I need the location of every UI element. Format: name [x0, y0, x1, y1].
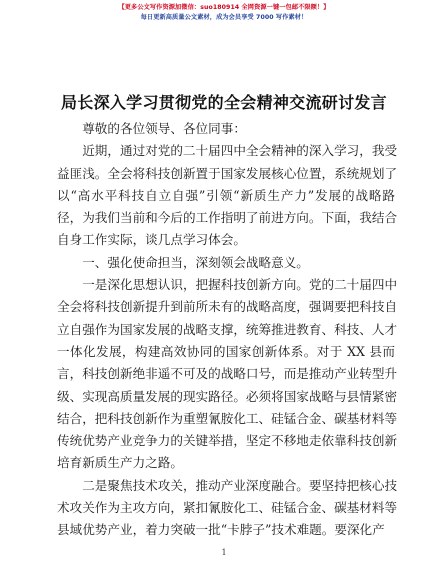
paragraph [57, 252, 395, 274]
promo-banner [0, 3, 448, 23]
paragraph-line: 结合，把科技创新作为重塑氰胺化工、硅锰合金、碳基材料等 [57, 410, 398, 426]
document-body [57, 118, 398, 542]
paragraph-line: 一、强化使命担当，深刻领会战略意义。 [82, 254, 309, 270]
paragraph-line: 一是深化思想认识，把握科技创新方向。党的二十届四中 [82, 277, 398, 293]
paragraph-line: 益匪浅。全会将科技创新置于国家发展核心位置，系统规划了 [57, 165, 398, 181]
page-number: 1 [221, 548, 227, 557]
paragraph [57, 140, 398, 251]
paragraph-line: 自身工作实际，谈几点学习体会。 [57, 232, 246, 248]
paragraph-line: 言，科技创新绝非遥不可及的战略口号，而是推动产业转型升 [57, 366, 398, 382]
paragraph-line: 传统优势产业竞争力的关键举措，坚定不移地走依靠科技创新 [57, 433, 398, 449]
paragraph-line: 一体化发展，构建高效协同的国家创新体系。对于 XX 县而 [57, 343, 395, 359]
paragraph-line: 立自强作为国家发展的战略支撑，统筹推进教育、科技、人才 [57, 321, 398, 337]
paragraph [57, 475, 398, 542]
promo-banner-line-2: 每日更新高质量公文素材，成为会员享受 7000 写作素材！ [140, 14, 308, 21]
document-title: 局长深入学习贯彻党的全会精神交流研讨发言 [60, 93, 387, 112]
promo-banner-line-1: 【更多公文写作资源加微信：suo180914 全网资源一键一包邮不限额！】 [118, 4, 330, 11]
paragraph-line: 全会将科技创新提升到前所未有的战略高度，强调要把科技自 [57, 299, 398, 315]
paragraph-line: 级、实现高质量发展的现实路径。必须将国家战略与县情紧密 [57, 388, 398, 404]
paragraph-line: 县域优势产业，着力突破一批“卡脖子”技术难题。要深化产 [57, 522, 385, 538]
salutation: 尊敬的各位领导、各位同事： [82, 121, 246, 136]
paragraph [57, 274, 398, 475]
paragraph-line: 径，为我们当前和今后的工作指明了前进方向。下面，我结合 [57, 210, 398, 226]
paragraph-line: 近期，通过对党的二十届四中全会精神的深入学习，我受 [82, 143, 398, 159]
paragraph-line: 培育新质生产力之路。 [57, 455, 183, 471]
paragraph-list [57, 140, 398, 541]
paragraph-line: 二是聚焦技术攻关，推动产业深度融合。要坚持把核心技 [82, 477, 398, 493]
paragraph-line: 术攻关作为主攻方向，紧扣氰胺化工、硅锰合金、碳基材料等 [57, 500, 398, 516]
paragraph-line: 以“高水平科技自立自强”引领“新质生产力”发展的战略路 [57, 187, 395, 203]
